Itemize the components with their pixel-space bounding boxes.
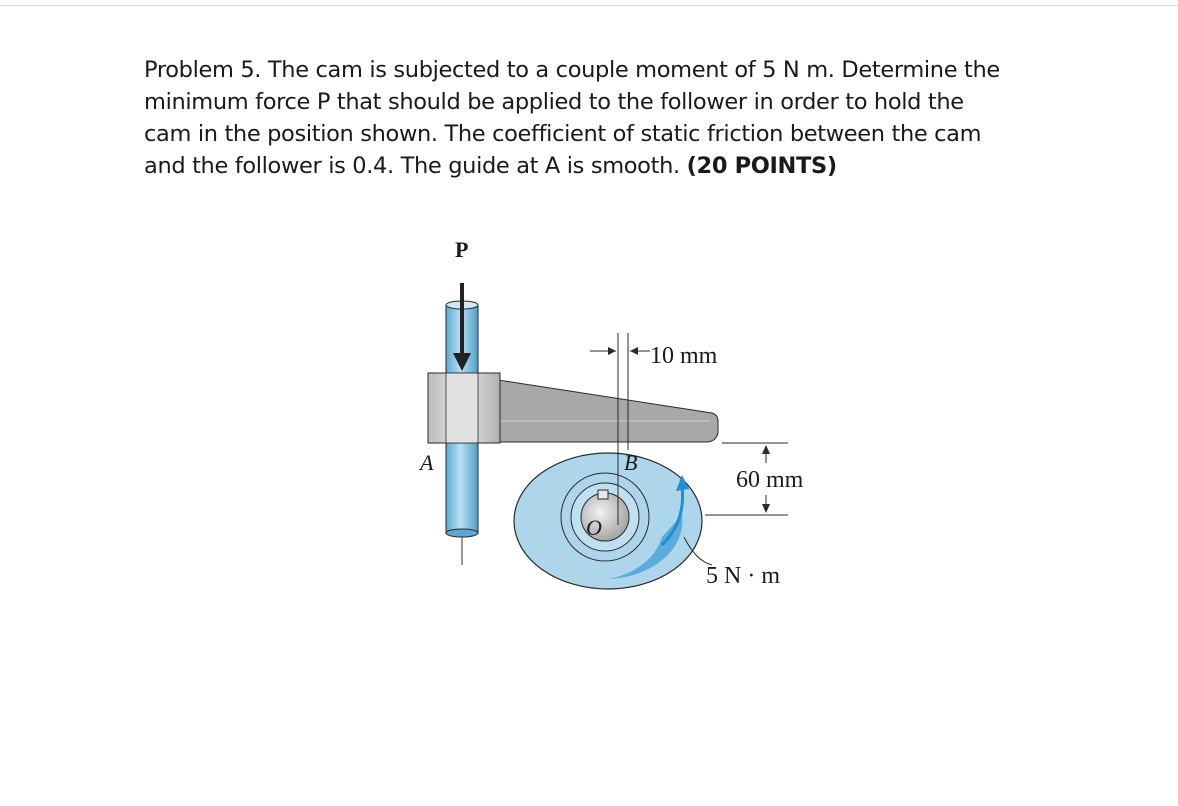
label-p: P [455,237,469,262]
problem-line-2: minimum force P that should be applied to the follower in order to hold the [144,89,964,115]
rod-bottom-end [446,529,478,537]
dim-10-label: 10 mm [650,343,718,369]
label-b: B [624,450,638,475]
collar-bore [446,373,478,443]
label-a: A [420,450,434,475]
moment-label: 5 N · m [706,563,780,589]
problem-statement [144,54,1044,182]
problem-line-4 [144,150,1044,182]
dim-10-right-arrow [630,347,638,355]
dim-60-label: 60 mm [736,467,804,493]
points-label: (20 POINTS) [686,153,837,179]
dim-10-left-arrow [608,347,616,355]
problem-line-1: Problem 5. The cam is subjected to a couple moment of 5 N m. Determine the [144,57,1000,83]
top-divider [0,5,1178,6]
shaft-key [598,490,608,499]
dim-60-bottom-arrow [762,504,770,513]
cam-follower-figure [400,225,820,600]
problem-line-3: cam in the position shown. The coefficient of static friction between the cam [144,121,982,147]
label-o: O [586,515,602,540]
problem-line-4-text: and the follower is 0.4. The guide at A is smooth. [144,153,687,179]
figure-svg [400,225,820,600]
dim-60-top-arrow [762,445,770,454]
follower-arm [486,380,718,442]
